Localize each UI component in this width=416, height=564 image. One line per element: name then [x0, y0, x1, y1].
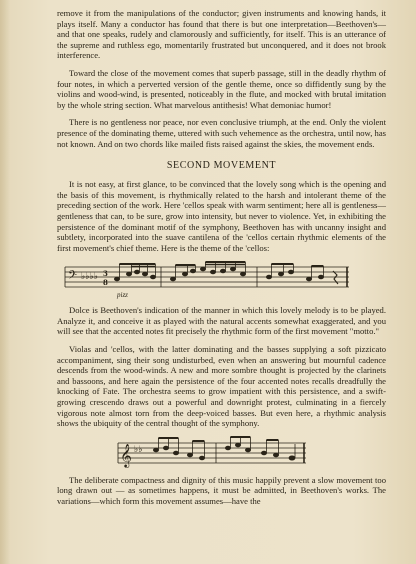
svg-text:♭♭♭♭: ♭♭♭♭	[81, 272, 98, 283]
paragraph-7: The deliberate compactness and dignity of this music happily prevent a slow movement too long drawn out — as sometimes happens, it must be admitted, in Beethoven's works. The variations—which form this movement assumes—have the	[57, 474, 386, 506]
paragraph-2: Toward the close of the movement comes that superb passage, still in the deadly rhythm of four notes, in which a perverted version of the gentle theme, once so diffidently sung by the violins and wood-wind, is presented, noticeably in the flute, and mocked with brutal imitation by the whole string section. What marvelous antithesis! What demoniac humor!	[57, 67, 386, 110]
svg-text:𝄞: 𝄞	[120, 442, 132, 467]
svg-text:♭♭: ♭♭	[134, 444, 143, 455]
paragraph-1: remove it from the manipulations of the conductor; given instruments and knowing hands, it plays itself. Many a conductor has found that there is but one interpretation—Beethoven's—and that one speaks, rudely and clamorously and sufficiently, for itself. This is an utterance of the supreme and ruthless ego, momentarily frustrated but unconquered, and it does not brook interference.	[57, 8, 386, 61]
section-heading: SECOND MOVEMENT	[166, 160, 277, 172]
page-edge-shadow	[0, 0, 10, 564]
paragraph-4: It is not easy, at first glance, to be convinced that the lovely song which is the opening and the basis of this movement, is rhythmically related to the harsh and intolerant theme of the preceding section of the work. Here 'cellos speak with warm sentiment; here all is gentleness—gentleness that can, to be sure, grow into intensity, but never to violence. Yet, in exhibiting the persistence of the dominant motif of the symphony, Beethoven has with uncanny insight and subtlety, incorporated into the suave cantilena of the 'cellos certain rhythmic elements of the first movement's chief theme. Here is the theme of the 'cellos:	[57, 179, 386, 253]
music-staff-2	[112, 435, 312, 469]
music-staff-1	[57, 259, 357, 299]
paragraph-6: Violas and 'cellos, with the latter dominating and the basses supplying a soft pizzicato accompaniment, sing their song undisturbed, even when an answering but mournful cadence descends from the wood-winds. A new and more sombre thought is projected by the clarinets and bassoons, and here again the persistence of the four accented notes recalls dreadfully the knocking of Fate. The orchestra seems to grow impatient with this persistence, and a swift-growing crescendo draws out a powerful and downright protest, culminating in a fiercely vigorous note almost torn from the deep-voiced basses. But even here, a rhythmic analysis shows the ubiquity of the central thought of the symphony.	[57, 344, 386, 429]
music-example-1	[57, 259, 386, 299]
music-example-2	[112, 435, 386, 469]
svg-text:3: 3	[103, 269, 108, 279]
svg-text:8: 8	[103, 278, 108, 288]
paragraph-5: Dolce is Beethoven's indication of the manner in which this lovely melody is to be played. Analyze it, and conceive it as played with the natural accents somewhat exaggerated, and you will see that the accented notes fit precisely the rhythmic form of the first movement "motto."	[57, 305, 386, 337]
paragraph-3: There is no gentleness nor peace, nor even conclusive triumph, at the end. Only the violent presence of the dominating theme, uttered with such vehemence as the orchestra, until now, has not known. And on two chords like mailed fists raised against the skies, the movement ends.	[57, 117, 386, 149]
pizz-marking: pizz	[117, 291, 128, 300]
svg-text:𝄢: 𝄢	[68, 269, 78, 286]
